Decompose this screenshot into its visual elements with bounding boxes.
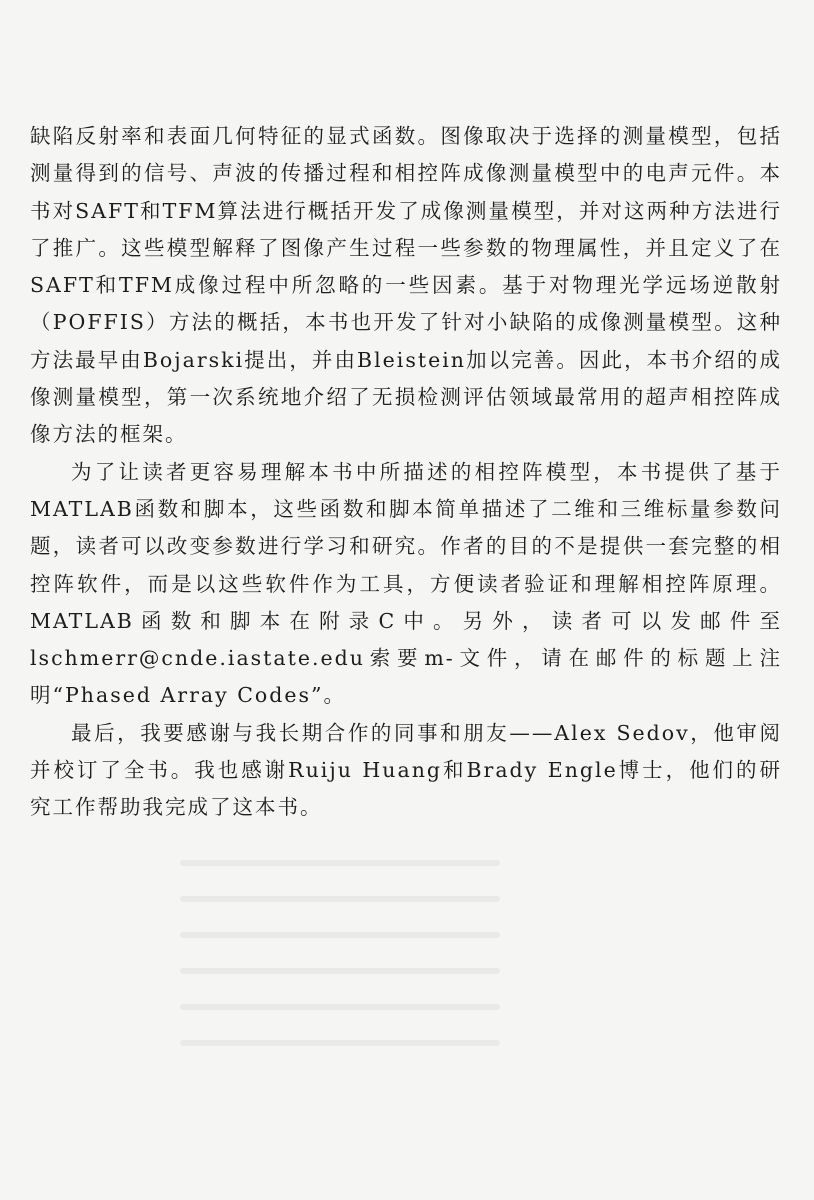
paragraph-3: 最后，我要感谢与我长期合作的同事和朋友——Alex Sedov，他审阅并校订了全书。我也感谢Ruiju Huang和Brady Engle博士，他们的研究工作帮助我完成了这本书。 [30, 720, 782, 820]
paragraph-2: 为了让读者更容易理解本书中所描述的相控阵模型，本书提供了基于MATLAB函数和脚本，这些函数和脚本简单描述了二维和三维标量参数问题，读者可以改变参数进行学习和研究。作者的目的不是提供一套完整的相控阵软件，而是以这些软件作为工具，方便读者验证和理解相控阵原理。MATLAB函数和脚本在附录C中。另外，读者可以发邮件至lschmerr@cnde.iastate.edu索要m-文件，请在邮件的标题上注明“Phased Array Codes”。 [30, 459, 782, 708]
paragraph-1: 缺陷反射率和表面几何特征的显式函数。图像取决于选择的测量模型，包括测量得到的信号、声波的传播过程和相控阵成像测量模型中的电声元件。本书对SAFT和TFM算法进行概括开发了成像测量模型，并对这两种方法进行了推广。这些模型解释了图像产生过程一些参数的物理属性，并且定义了在SAFT和TFM成像过程中所忽略的一些因素。基于对物理光学远场逆散射（POFFIS）方法的概括，本书也开发了针对小缺陷的成像测量模型。这种方法最早由Bojarski提出，并由Bleistein加以完善。因此，本书介绍的成像测量模型，第一次系统地介绍了无损检测评估领域最常用的超声相控阵成像方法的框架。 [30, 124, 782, 447]
body-text [30, 118, 782, 827]
show-through-marks [180, 860, 500, 1160]
